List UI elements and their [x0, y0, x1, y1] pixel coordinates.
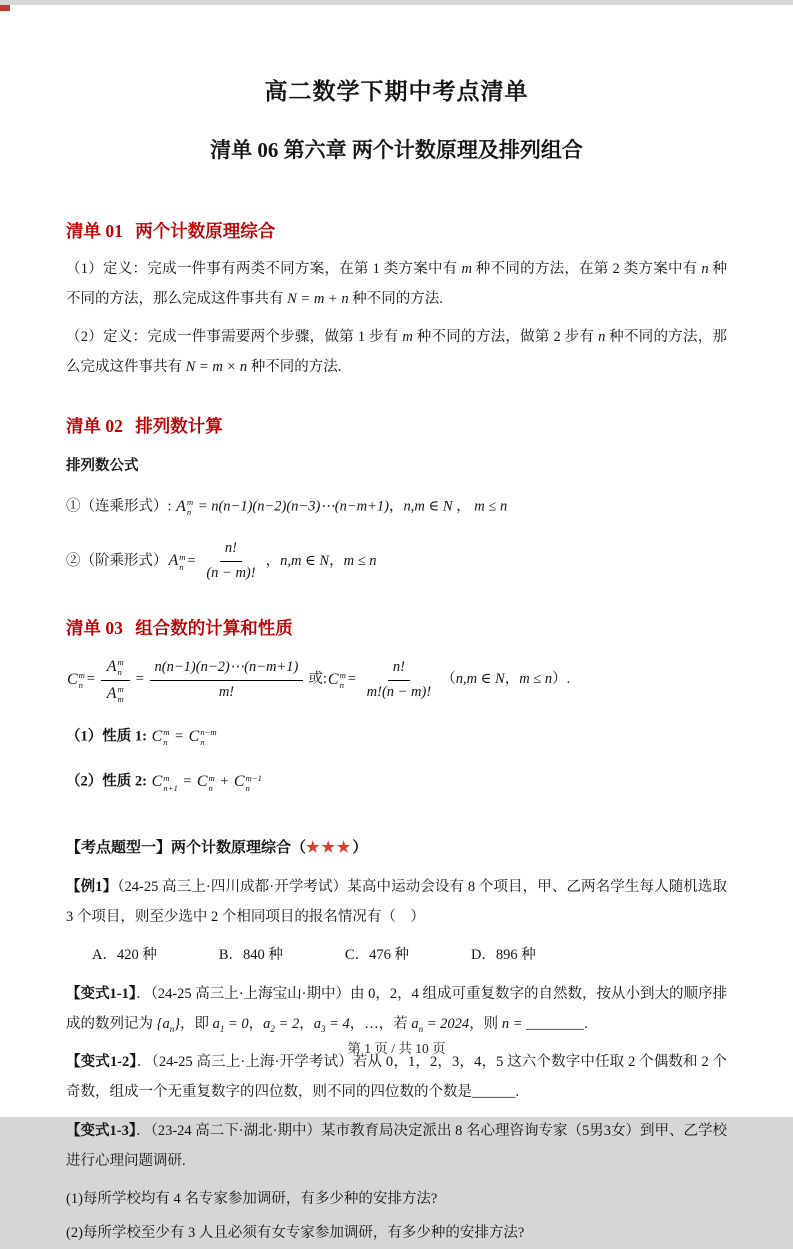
math-text: n	[701, 261, 709, 277]
math-text: m ≤ n	[474, 498, 508, 515]
math-subscripted-var: $a_2$	[263, 1015, 275, 1034]
math-text: n(n−1)(n−2)⋯(n−m+1)	[154, 658, 299, 675]
corner-mark	[0, 5, 10, 11]
math-text: }	[174, 1015, 180, 1032]
option-d: D．896 种	[470, 947, 536, 964]
math-supsub-symbol: A m m	[106, 683, 124, 704]
section-heading-01	[66, 218, 727, 243]
bold-text: 【例1】	[66, 878, 118, 895]
math-subscripted-var: $a_n$	[162, 1015, 175, 1034]
math-subscripted-var: $a_3$	[313, 1015, 326, 1034]
permutation-formula-label: 排列数公式	[66, 457, 139, 474]
document-page	[0, 5, 793, 1241]
variant-1-3-question-2: (2)每所学校至少有 3 人且必须有女专家参加调研，有多少种的安排方法?	[66, 1224, 525, 1241]
page-footer	[0, 1037, 793, 1057]
math-supsub-symbol: A m n	[176, 496, 194, 517]
math-supsub-symbol: C m n	[67, 670, 85, 691]
section-heading-03	[66, 615, 727, 640]
section-title: 排列数计算	[135, 415, 223, 436]
math-text: m ≤ n	[343, 552, 377, 569]
math-text: m!(n − m)!	[366, 683, 432, 700]
math-text: n,m ∈ N	[455, 671, 505, 688]
math-text: = n(n−1)(n−2)(n−3)⋯(n−m+1)	[194, 498, 389, 515]
example-1-stem: 【例1】（24-25 高三上·四川成都·开学考试）某高中运动会设有 8 个项目，甲、乙两名学生每人随机选取 3 个项目，则至少选中 2 个相同项目的报名情况有（ ）	[66, 878, 728, 925]
bold-text: （1）性质 1:	[66, 728, 151, 745]
math-text: m	[402, 329, 413, 346]
math-text: n!	[224, 540, 237, 557]
math-text: = 2	[274, 1015, 300, 1032]
property-1	[66, 721, 727, 754]
math-text: n,m ∈ N	[403, 498, 453, 515]
math-text: {	[156, 1015, 163, 1032]
math-text: n =	[501, 1015, 523, 1032]
math-supsub-symbol: C m−1 n	[233, 772, 262, 793]
bold-text: 【变式1-1】	[66, 985, 137, 1002]
variant-1-1: 【变式1-1】．（24-25 高三上·上海宝山·期中）由 0，2，4 组成可重复数字的自然数，按从小到大的顺序排成的数列记为 $\{a_n\}$，即 $a_1 = 0$，$a_2 = 2$，$a_3 = 4$，…，若 $a_n = 2024$，则 n = ________.	[66, 985, 727, 1034]
definition-2: （2）定义：完成一件事需要两个步骤，做第 1 步有 m 种不同的方法，做第 2 步有 n 种不同的方法，那么完成这件事共有 N = m × n 种不同的方法.	[66, 329, 728, 376]
bold-text: （2）性质 2:	[66, 774, 151, 791]
bold-text: ）	[352, 840, 368, 857]
bold-text: 【考点题型一】两个计数原理综合（	[66, 840, 307, 857]
math-supsub-symbol: C n−m n	[188, 726, 217, 747]
math-text: (n − m)!	[206, 565, 256, 582]
page-number: 第 1 页 / 共 10 页	[347, 1041, 446, 1056]
math-fraction	[101, 655, 130, 706]
option-c: C．476 种	[344, 947, 409, 964]
definition-1: （1）定义：完成一件事有两类不同方案，在第 1 类方案中有 m 种不同的方法，在第 2 类方案中有 n 种不同的方法，那么完成这件事共有 N = m + n 种不同的方法.	[66, 261, 728, 307]
math-subscripted-var: $a_n$	[411, 1015, 424, 1034]
math-fraction	[201, 538, 260, 585]
math-text: =	[186, 552, 197, 569]
math-text: =	[134, 671, 145, 688]
math-text: n!	[392, 658, 405, 675]
math-text: n,m ∈ N	[280, 552, 330, 569]
math-text: =	[346, 671, 357, 688]
combination-formula: C m n = A m n A m m = $\frac{n(n-1)(n-2)\cdots(n-m+1)}{m!}$ 或: C m n = $\frac{n!}{m!(n - m)!}$ （ n,m ∈ N ， m ≤ n ）.	[67, 656, 571, 704]
topic-heading	[66, 833, 727, 864]
star-rating: ★★★	[306, 840, 353, 857]
math-text: m ≤ n	[519, 671, 553, 688]
math-text: N = m + n	[287, 290, 349, 307]
option-b: B．840 种	[218, 947, 283, 964]
math-supsub-symbol: A m n	[168, 551, 186, 572]
math-supsub-symbol: C m n	[196, 772, 215, 793]
section-heading-02	[66, 413, 727, 438]
formula-factorial: ②（阶乘形式） A m n = $\frac{n!}{(n - m)!}$ ， n,m ∈ N ， m ≤ n	[66, 538, 727, 585]
doc-subtitle: 清单 06 第六章 两个计数原理及排列组合	[210, 138, 583, 162]
math-text: = 4	[325, 1015, 350, 1032]
doc-title: 高二数学下期中考点清单	[264, 79, 529, 104]
math-supsub-symbol: C m n	[151, 726, 170, 747]
math-text: =	[85, 671, 96, 688]
math-text: m	[461, 261, 472, 277]
math-text: m!	[218, 683, 235, 700]
formula-multiplicative: ①（连乘形式）: A m n = n(n−1)(n−2)(n−3)⋯(n−m+1)，n,m ∈ N ， m ≤ n	[66, 491, 727, 524]
variant-1-2: 【变式1-2】．（24-25 高三上·上海·开学考试）若从 0，1，2，3，4，5 这六个数字中任取 2 个偶数和 2 个奇数，组成一个无重复数字的四位数，则不同的四位数的个数是______.	[66, 1054, 727, 1101]
math-text: n	[598, 329, 606, 346]
section-title: 两个计数原理综合	[135, 221, 276, 241]
option-a: A．420 种	[92, 947, 157, 964]
math-text: =	[178, 774, 196, 791]
math-text: N = m × n	[185, 359, 248, 376]
section-number: 清单 03	[66, 617, 123, 638]
math-supsub-symbol: C m n+1	[151, 772, 178, 793]
math-fraction	[150, 657, 304, 704]
math-supsub-symbol: C m n	[327, 670, 346, 691]
math-text: =	[170, 728, 188, 745]
variant-1-3-question-1: (1)每所学校均有 4 名专家参加调研，有多少种的安排方法?	[66, 1191, 438, 1208]
math-subscripted-var: $a_1$	[212, 1015, 225, 1034]
example-1-options	[66, 941, 727, 971]
variant-1-3: 【变式1-3】．（23-24 高二下·湖北·期中）某市教育局决定派出 8 名心理咨询专家（5男3女）到甲、乙学校进行心理问题调研.	[66, 1122, 727, 1169]
property-2	[66, 766, 727, 799]
math-fraction	[362, 657, 437, 704]
section-number: 清单 01	[66, 221, 123, 241]
math-text: = 2024	[423, 1015, 470, 1032]
section-title: 组合数的计算和性质	[135, 617, 293, 638]
section-number: 清单 02	[66, 415, 123, 436]
math-supsub-symbol: A m n	[106, 656, 124, 677]
math-text: +	[215, 774, 233, 791]
bold-text: 【变式1-3】	[66, 1122, 137, 1139]
bold-text: 【变式1-2】	[66, 1054, 137, 1071]
math-text: = 0	[224, 1015, 249, 1032]
